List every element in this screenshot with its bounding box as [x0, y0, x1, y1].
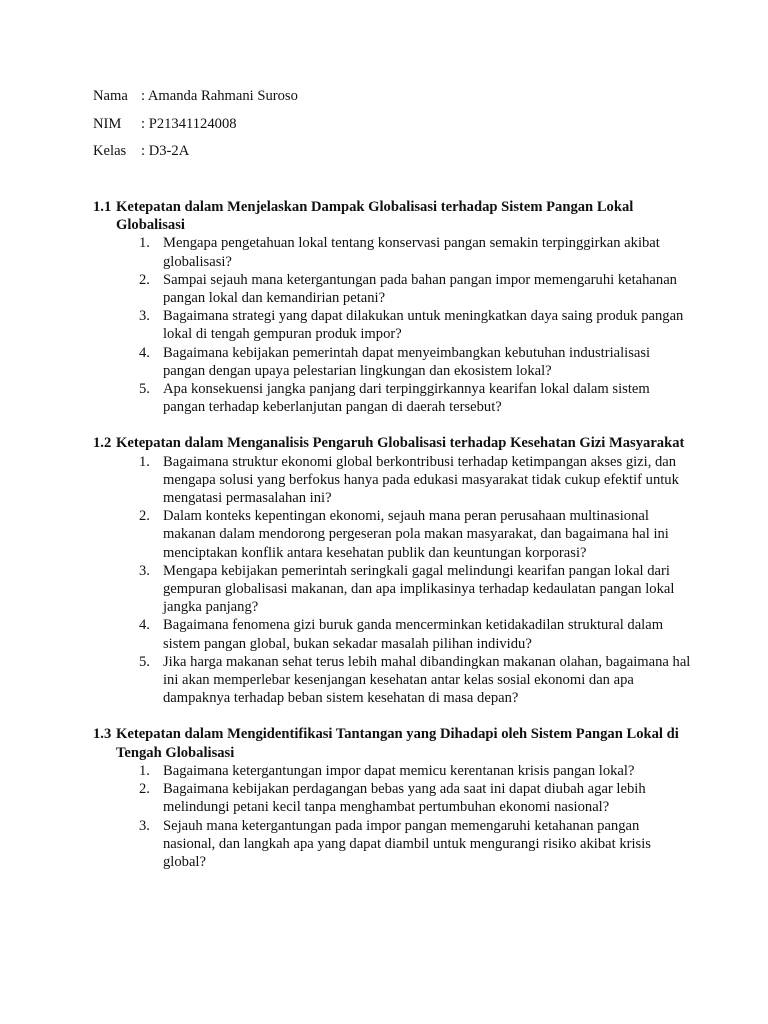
section-1-3 [93, 725, 693, 871]
question-list [93, 234, 693, 416]
question-number: 1. [139, 762, 150, 779]
question-text: Bagaimana fenomena gizi buruk ganda mencerminkan ketidakadilan struktural dalam sistem pangan global, bukan sekadar masalah pilihan individu? [163, 617, 664, 652]
class-value: : D3-2A [141, 143, 190, 159]
section-heading [93, 725, 693, 761]
section-number: 1.1 [93, 199, 112, 215]
question-number: 2. [139, 271, 150, 288]
question-number: 2. [139, 781, 150, 798]
section-number: 1.2 [93, 435, 112, 452]
section-1-1 [93, 198, 693, 416]
question-item [93, 344, 693, 380]
student-identity [93, 87, 298, 170]
name-row [93, 87, 298, 115]
question-number: 4. [139, 344, 150, 361]
question-number: 3. [139, 308, 150, 325]
question-text: Dalam konteks kepentingan ekonomi, sejauh mana peran perusahaan multinasional makanan dalam mendorong pergeseran pola makan masyarakat, dan bagaimana hal ini menciptakan konflik antara kesehatan publik dan keuntungan korporasi? [163, 508, 669, 561]
question-text: Apa konsekuensi jangka panjang dari terpinggirkannya kearifan lokal dalam sistem pangan terhadap keberlanjutan pangan di daerah tersebut? [163, 381, 650, 416]
question-text: Sampai sejauh mana ketergantungan pada bahan pangan impor memengaruhi ketahanan pangan lokal dan kemandirian petani? [163, 271, 677, 307]
question-list [93, 453, 693, 708]
question-text: Bagaimana kebijakan pemerintah dapat menyeimbangkan kebutuhan industrialisasi pangan dengan upaya pelestarian lingkungan dan ekosistem lokal? [163, 344, 651, 379]
question-sections [93, 198, 693, 889]
question-item [93, 562, 693, 617]
question-item [93, 453, 693, 508]
section-title: Ketepatan dalam Menjelaskan Dampak Globalisasi terhadap Sistem Pangan Lokal Globalisasi [116, 199, 634, 234]
section-1-2 [93, 434, 693, 707]
section-title: Ketepatan dalam Menganalisis Pengaruh Globalisasi terhadap Kesehatan Gizi Masyarakat [116, 435, 685, 452]
question-number: 2. [139, 508, 150, 525]
question-number: 5. [139, 381, 150, 398]
section-title: Ketepatan dalam Mengidentifikasi Tantangan yang Dihadapi oleh Sistem Pangan Lokal di Tengah Globalisasi [116, 726, 679, 761]
nim-row [93, 115, 298, 143]
nim-label: NIM [93, 115, 122, 132]
section-heading [93, 434, 693, 452]
question-item [93, 380, 693, 416]
question-number: 4. [139, 617, 150, 634]
question-text: Mengapa kebijakan pemerintah seringkali gagal melindungi kearifan pangan lokal dari gempuran globalisasi makanan, dan apa implikasinya terhadap kedaulatan pangan lokal jangka panjang? [163, 562, 675, 616]
question-list [93, 762, 693, 871]
question-item [93, 271, 693, 307]
name-value: : Amanda Rahmani Suroso [141, 88, 298, 104]
name-label: Nama [93, 88, 128, 104]
question-item [93, 234, 693, 270]
question-item [93, 762, 693, 780]
question-number: 3. [139, 817, 150, 834]
question-item [93, 307, 693, 343]
question-item [93, 616, 693, 652]
class-row [93, 142, 298, 170]
class-label: Kelas [93, 143, 127, 159]
question-item [93, 507, 693, 562]
question-text: Jika harga makanan sehat terus lebih mahal dibandingkan makanan olahan, bagaimana hal ini akan memperlebar kesenjangan kesehatan antar kelas sosial ekonomi dan apa dampaknya terhadap beban sistem kesehatan di masa depan? [163, 653, 691, 707]
question-text: Bagaimana struktur ekonomi global berkontribusi terhadap ketimpangan akses gizi, dan mengapa solusi yang berfokus hanya pada edukasi masyarakat tidak cukup efektif untuk mengatasi permasalahan ini? [163, 453, 679, 507]
section-number: 1.3 [93, 726, 112, 743]
question-text: Bagaimana strategi yang dapat dilakukan untuk meningkatkan daya saing produk pangan lokal di tengah gempuran produk impor? [163, 308, 684, 343]
nim-value: : P21341124008 [141, 115, 237, 132]
question-number: 5. [139, 653, 150, 670]
question-number: 1. [139, 453, 150, 470]
question-text: Sejauh mana ketergantungan pada impor pangan memengaruhi ketahanan pangan nasional, dan langkah apa yang dapat diambil untuk mengurangi risiko akibat krisis global? [163, 817, 651, 870]
question-text: Bagaimana kebijakan perdagangan bebas yang ada saat ini dapat diubah agar lebih melindungi petani kecil tanpa menghambat pertumbuhan ekonomi nasional? [163, 781, 646, 816]
section-heading [93, 198, 693, 234]
question-item [93, 817, 693, 872]
question-item [93, 780, 693, 816]
question-number: 1. [139, 235, 150, 252]
question-text: Bagaimana ketergantungan impor dapat memicu kerentanan krisis pangan lokal? [163, 762, 635, 779]
question-text: Mengapa pengetahuan lokal tentang konservasi pangan semakin terpinggirkan akibat globalisasi? [163, 235, 660, 270]
question-number: 3. [139, 562, 150, 579]
question-item [93, 653, 693, 708]
